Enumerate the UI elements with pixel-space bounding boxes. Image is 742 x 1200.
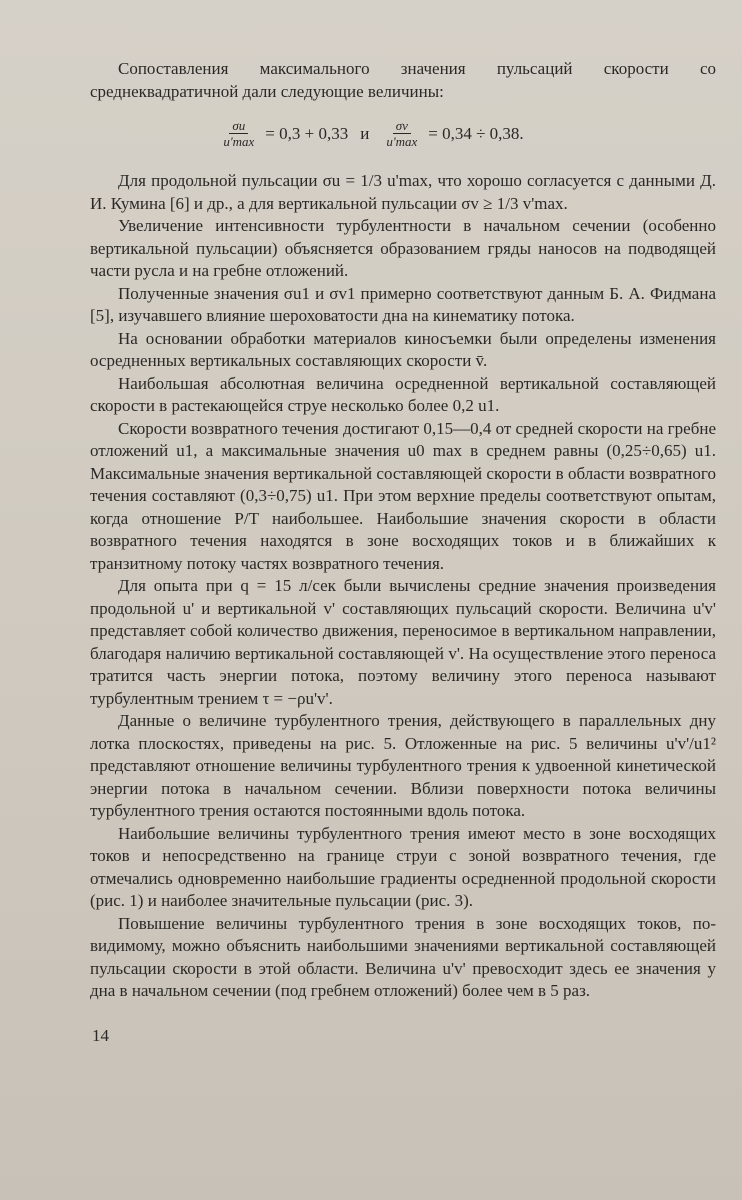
formula-value-2: = 0,34 ÷ 0,38. bbox=[428, 123, 524, 143]
fraction-sigma-v: $\frac{\sigma v}{u'\max}$ bbox=[386, 118, 418, 149]
paragraph-9: Наибольшие величины турбулентного трения имеют место в зоне восходящих токов и непосредственно на границе струи с зоной возвратного течения, где отмечались одновременно наибольшие градиенты осредненной продольной скорости (рис. 1) и наиболее значительные пульсации (рис. 3). bbox=[90, 823, 716, 910]
paragraph-5: Наибольшая абсолютная величина осредненной вертикальной составляющей скорости в растекающейся струе несколько более 0,2 u1. bbox=[90, 373, 716, 415]
paragraph-1: Для продольной пульсации σu = 1/3 u'max, что хорошо согласуется с данными Д. И. Кумина [6] и др., а для вертикальной пульсации σv ≥ 1/3 v'max. bbox=[90, 171, 716, 213]
paragraph-7: Для опыта при q = 15 л/сек были вычислены средние значения произведения продольной u' и вертикальной v' составляющих пульсаций скорости. Величина u'v' представляет собой количество движения, переносимое в вертикальном направлении, благодаря наличию вертикальной составляющей v'. На осуществление этого переноса тратится часть энергии потока, поэтому величину этого переноса называют турбулентным трением τ = −ρu'v'. bbox=[90, 576, 716, 708]
paragraph-8: Данные о величине турбулентного трения, действующего в параллельных дну лотка плоскостях, приведены на рис. 5. Отложенные на рис. 5 величины u'v'/u1² представляют отношение величины турбулентного трения к удвоенной кинетической энергии потока в начальном сечении. Вблизи поверхности потока величины турбулентного трения остаются постоянными вдоль потока. bbox=[90, 711, 716, 820]
paragraph-3: Полученные значения σu1 и σv1 примерно соответствуют данным Б. А. Фидмана [5], изучавшего влияние шероховатости дна на кинематику потока. bbox=[90, 283, 716, 325]
formula-value-1: = 0,3 + 0,33 bbox=[265, 123, 349, 143]
fraction-sigma-u: $\frac{\sigma u}{u'\max}$ bbox=[223, 118, 255, 149]
formula-conjunction: и bbox=[360, 123, 370, 143]
paragraph-4: На основании обработки материалов киносъемки были определены изменения осредненных вертикальных составляющих скорости v̄. bbox=[90, 328, 716, 370]
paragraph-10: Повышение величины турбулентного трения в зоне восходящих токов, по-видимому, можно объяснить наибольшими значениями вертикальной составляющей пульсации скорости в этой области. Величина u'v' превосходит здесь ее значения у дна в начальном сечении (под гребнем отложений) более чем в 5 раз. bbox=[90, 913, 716, 1000]
ratio-formula bbox=[0, 118, 742, 149]
page-number: 14 bbox=[92, 1026, 109, 1045]
paragraph-2: Увеличение интенсивности турбулентности в начальном сечении (особенно вертикальной пульсации) объясняется образованием гряды наносов на подводящей части русла и на гребне отложений. bbox=[90, 216, 716, 280]
paragraph-6: Скорости возвратного течения достигают 0,15—0,4 от средней скорости на гребне отложений u1, а максимальные значения u0 max в среднем равны (0,25÷0,65) u1. Максимальные значения вертикальной составляющей скорости в области возвратного течения составляют (0,3÷0,75) u1. При этом верхние пределы соответствуют опытам, когда отношение P/T наибольшее. Наибольшие значения скорости в области возвратного течения находятся в зоне восходящих токов и в ближайших к транзитному потоку частях возвратного течения. bbox=[90, 418, 716, 573]
intro-paragraph: Сопоставления максимального значения пульсаций скорости со среднеквадратичной дали следующие величины: bbox=[90, 59, 716, 101]
body-text bbox=[90, 170, 716, 1003]
